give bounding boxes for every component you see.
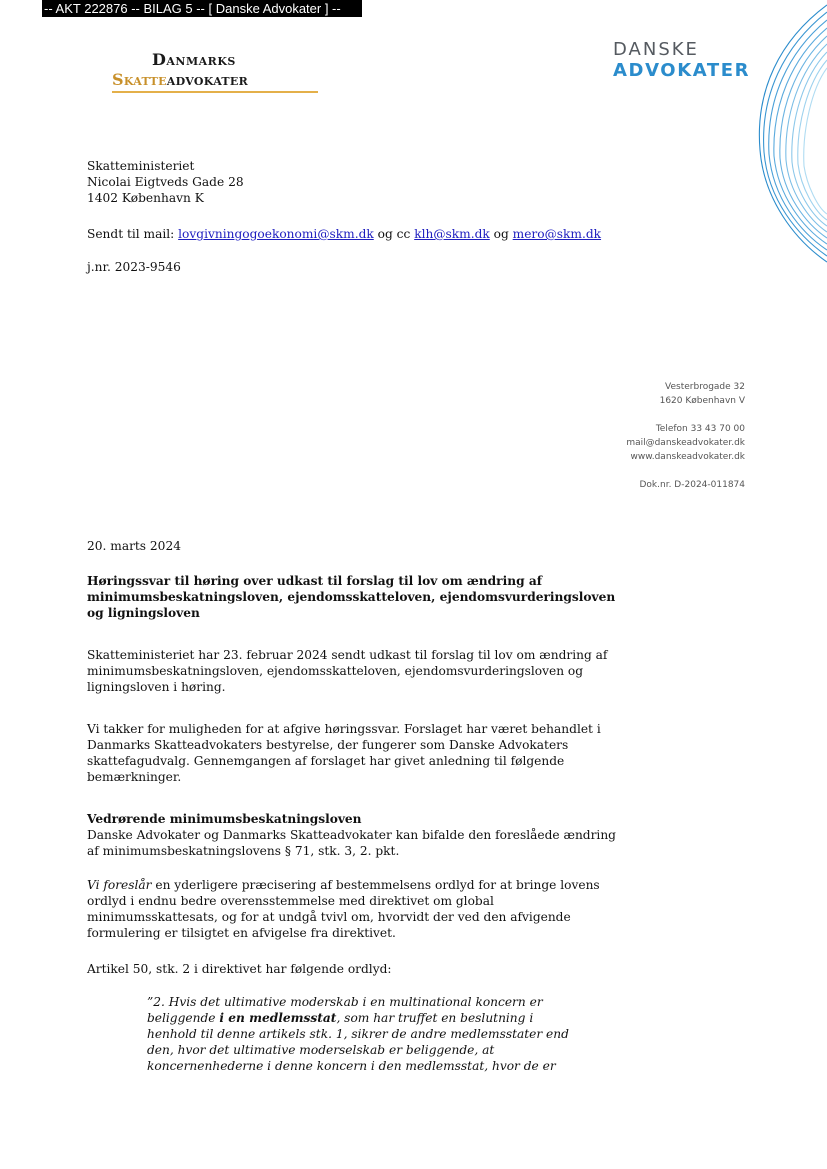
mail-link-lovgivning[interactable]: lovgivningogoekonomi@skm.dk	[178, 227, 374, 241]
mail-link-mero[interactable]: mero@skm.dk	[512, 227, 602, 241]
recipient-name: Skatteministeriet	[87, 159, 195, 173]
letter-date: 20. marts 2024	[87, 539, 181, 553]
mail-mid-og: og	[489, 227, 513, 241]
danmarks-skatteadvokater-logo	[110, 50, 320, 95]
paragraph-intro: Skatteministeriet har 23. februar 2024 sendt udkast til forslag til lov om ændring af minimumsbeskatningsloven, ejendomsskatteloven, ejendomsvurderingsloven og ligningsloven i høring.	[87, 648, 608, 694]
logo-accent-text: Skatte	[112, 70, 167, 89]
quote-bold: i en medlemsstat	[219, 1011, 337, 1025]
quote-part2: , som har truffet en beslutning i henhold til denne artikels stk. 1, sikrer de andre medlemsstater end den, hvor det ultimative moderselskab er beliggende, at koncernenhederne i denne koncern i den medlemsstat, hvor de er	[147, 1011, 569, 1073]
letter-heading: Høringssvar til høring over udkast til forslag til lov om ændring af minimumsbeskatningsloven, ejendomsskatteloven, ejendomsvurderingsloven og ligningsloven	[87, 574, 616, 620]
paragraph-thanks: Vi takker for muligheden for at afgive høringssvar. Forslaget har været behandlet i Danmarks Skatteadvokaters bestyrelse, der fungerer som Danske Advokaters skattefagudvalg. Gennemgangen af forslaget har givet anledning til følgende bemærkninger.	[87, 722, 601, 784]
journal-number: j.nr. 2023-9546	[87, 260, 181, 274]
sender-phone: Telefon 33 43 70 00	[655, 424, 745, 434]
recipient-address	[87, 158, 244, 206]
mail-line	[87, 226, 601, 242]
quote-part1: ”2. Hvis det ultimative moderskab i en multinational koncern er beliggende	[147, 995, 543, 1025]
document-number: Dok.nr. D-2024-011874	[639, 480, 745, 490]
logo-line-skatteadvokater	[112, 70, 248, 89]
sender-email: mail@danskeadvokater.dk	[626, 438, 745, 448]
case-banner: -- AKT 222876 -- BILAG 5 -- [ Danske Advokater ] --	[42, 0, 362, 17]
mail-link-klh[interactable]: klh@skm.dk	[414, 227, 490, 241]
logo-underline	[112, 91, 318, 93]
sender-city: 1620 København V	[659, 396, 745, 406]
recipient-city: 1402 København K	[87, 191, 204, 205]
section-title: Vedrørende minimumsbeskatningsloven	[87, 812, 362, 826]
logo-line-danmarks	[152, 50, 236, 69]
proposal-text: en yderligere præcisering af bestemmelsens ordlyd for at bringe lovens ordlyd i endnu bedre overensstemmelse med direktivet om global minimumsskattesats, og for at undgå tvivl om, hvorvidt der ved den afvigende formulering er tilsigtet en afvigelse fra direktivet.	[87, 878, 600, 940]
mail-prefix: Sendt til mail:	[87, 227, 179, 241]
section-text: Danske Advokater og Danmarks Skatteadvokater kan bifalde den foreslåede ændring af minimumsbeskatningslovens § 71, stk. 3, 2. pkt.	[87, 828, 616, 858]
logo-line1-text: Danmarks	[152, 50, 236, 69]
da-logo-line1: DANSKE	[613, 39, 699, 60]
mail-mid-cc: og cc	[373, 227, 415, 241]
proposal-italic: Vi foreslår	[87, 878, 152, 892]
paragraph-proposal	[87, 877, 617, 941]
directive-quote	[147, 994, 577, 1074]
sender-web: www.danskeadvokater.dk	[630, 452, 745, 462]
recipient-street: Nicolai Eigtveds Gade 28	[87, 175, 244, 189]
paragraph-article: Artikel 50, stk. 2 i direktivet har følgende ordlyd:	[87, 962, 392, 976]
decorative-wave-graphic	[700, 0, 827, 270]
logo-rest-text: advokater	[166, 70, 249, 89]
section-minimumsbeskatning	[87, 811, 617, 859]
sender-street: Vesterbrogade 32	[665, 382, 745, 392]
sender-contact-block	[626, 380, 745, 492]
da-logo-line2: ADVOKATER	[613, 60, 751, 81]
